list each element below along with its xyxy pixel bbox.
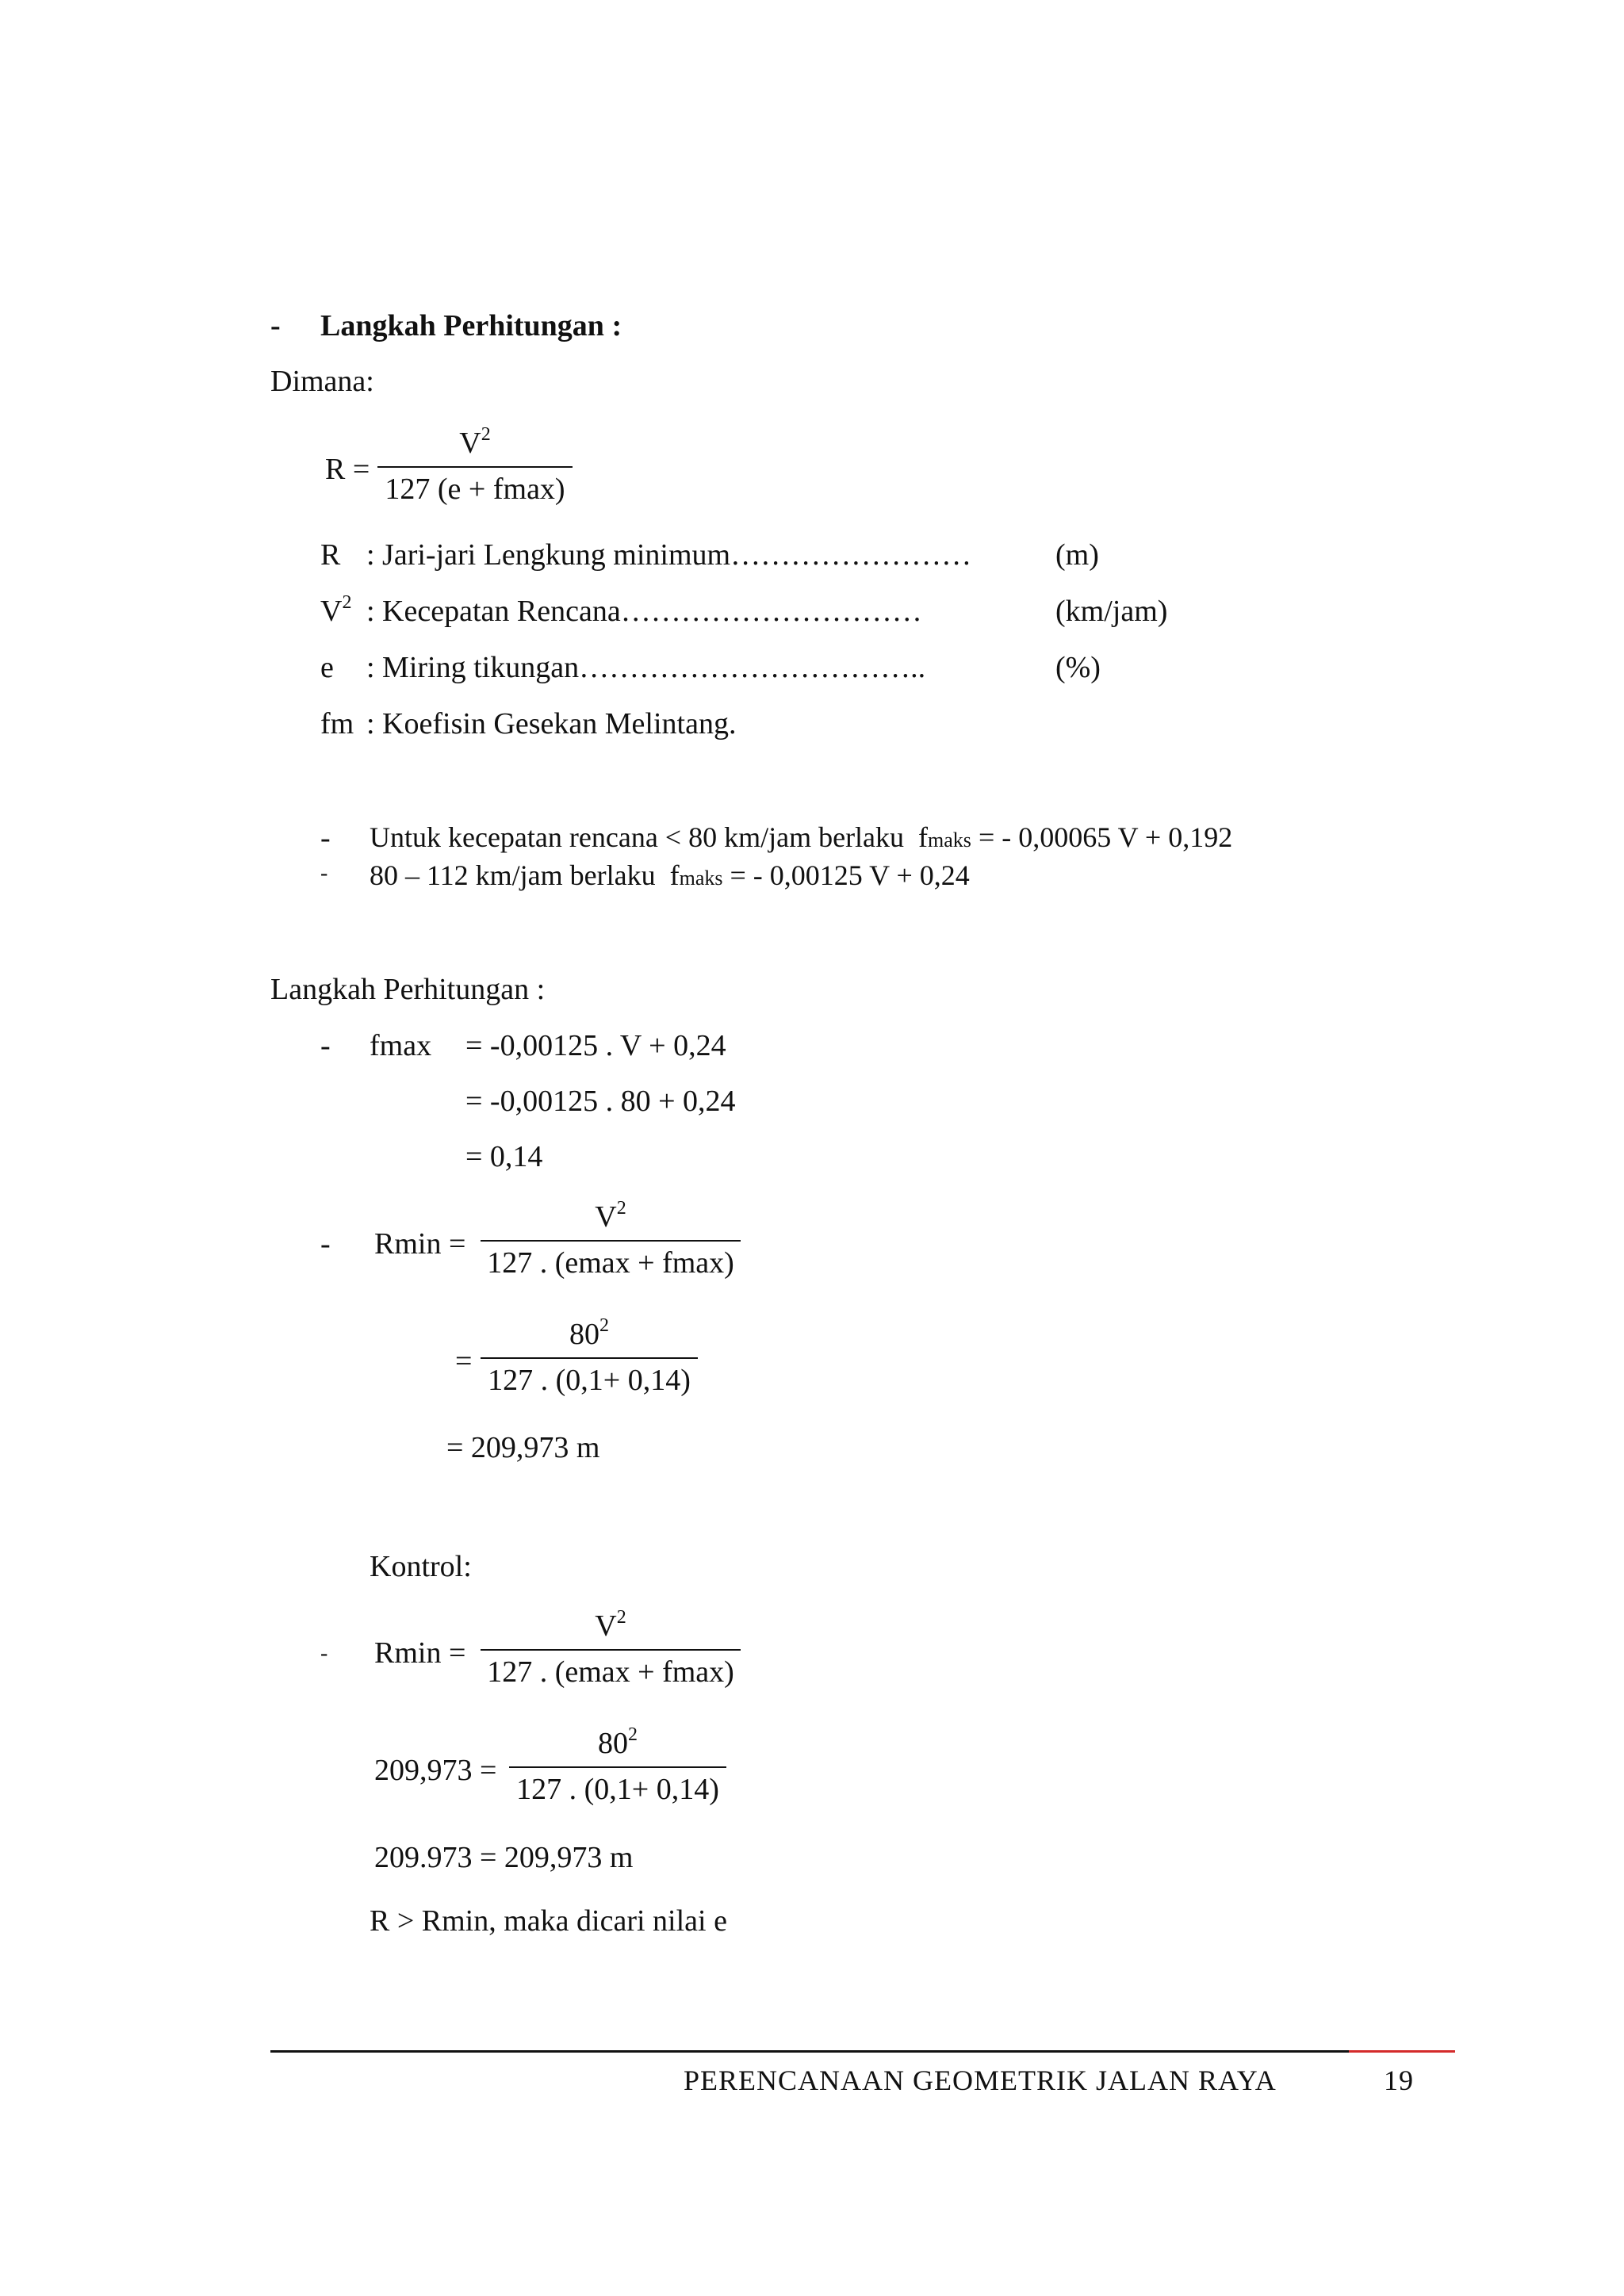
kontrol-dash: -: [320, 1641, 328, 1666]
rmin-fraction: [481, 1198, 741, 1280]
rule-text: Untuk kecepatan rencana < 80 km/jam berlaku fmaks = - 0,00065 V + 0,192: [370, 821, 1233, 853]
formula-main-lhs: R =: [325, 453, 370, 486]
def-description: : Jari-jari Lengkung minimum……………………: [366, 538, 972, 572]
section-heading: Langkah Perhitungan :: [320, 309, 622, 342]
rmin-sub-denominator: 127 . (0,1+ 0,14): [488, 1364, 691, 1397]
rmin-numerator: $V^2$: [595, 1198, 626, 1234]
kontrol-check-denominator: 127 . (0,1+ 0,14): [516, 1773, 719, 1806]
formula-main-fraction: [377, 424, 573, 506]
def-symbol: R: [320, 538, 341, 572]
dimana-label: Dimana:: [270, 365, 374, 398]
def-description: : Koefisin Gesekan Melintang.: [366, 707, 737, 740]
rmin-sub-lhs: =: [455, 1345, 473, 1378]
def-symbol: $V^2$: [320, 592, 352, 628]
def-unit: (%): [1055, 651, 1101, 684]
kontrol-rmin-numerator: $V^2$: [595, 1607, 626, 1643]
footer-accent-rule: [1349, 2050, 1455, 2053]
rmin-result: = 209,973 m: [446, 1431, 600, 1464]
kontrol-title: Kontrol:: [370, 1550, 472, 1583]
calc-heading: Langkah Perhitungan :: [270, 973, 546, 1006]
rule-text: 80 – 112 km/jam berlaku fmaks = - 0,00125 V + 0,24: [370, 859, 970, 891]
rmin-lhs: Rmin =: [374, 1227, 466, 1261]
fmax-line: = -0,00125 . V + 0,24: [465, 1029, 726, 1062]
def-symbol: e: [320, 651, 334, 684]
heading-dash: -: [270, 309, 281, 342]
kontrol-rmin-denominator: 127 . (emax + fmax): [487, 1655, 734, 1689]
rmin-sub-fraction: [481, 1315, 698, 1397]
rule-dash: -: [320, 861, 328, 886]
def-symbol: fm: [320, 707, 354, 740]
kontrol-rmin-fraction: [481, 1607, 741, 1689]
footer-title: PERENCANAAN GEOMETRIK JALAN RAYA: [684, 2064, 1277, 2096]
def-description: : Kecepatan Rencana…………………………: [366, 595, 922, 628]
kontrol-check-numerator: $80^2$: [598, 1724, 638, 1760]
kontrol-rmin-lhs: Rmin =: [374, 1636, 466, 1670]
page-number: 19: [1384, 2064, 1414, 2096]
rmin-denominator: 127 . (emax + fmax): [487, 1246, 734, 1280]
footer-rule: [270, 2050, 1349, 2053]
rmin-dash: -: [320, 1227, 331, 1261]
fmax-line: = -0,00125 . 80 + 0,24: [465, 1085, 736, 1118]
kontrol-check-lhs: 209,973 =: [374, 1754, 497, 1787]
kontrol-conclusion: R > Rmin, maka dicari nilai e: [370, 1904, 727, 1938]
fmax-label: fmax: [370, 1029, 432, 1062]
def-unit: (m): [1055, 538, 1099, 572]
kontrol-check-fraction: [509, 1724, 726, 1806]
rmin-sub-numerator: $80^2$: [569, 1315, 609, 1351]
fmax-line: = 0,14: [465, 1140, 543, 1173]
def-description: : Miring tikungan……………………………..: [366, 651, 926, 684]
formula-main-denominator: 127 (e + fmax): [385, 473, 565, 506]
kontrol-equality: 209.973 = 209,973 m: [374, 1841, 634, 1874]
rule-dash: -: [320, 821, 331, 855]
def-unit: (km/jam): [1055, 595, 1168, 628]
fmax-dash: -: [320, 1029, 331, 1062]
formula-main-numerator: $V^2$: [459, 424, 491, 460]
